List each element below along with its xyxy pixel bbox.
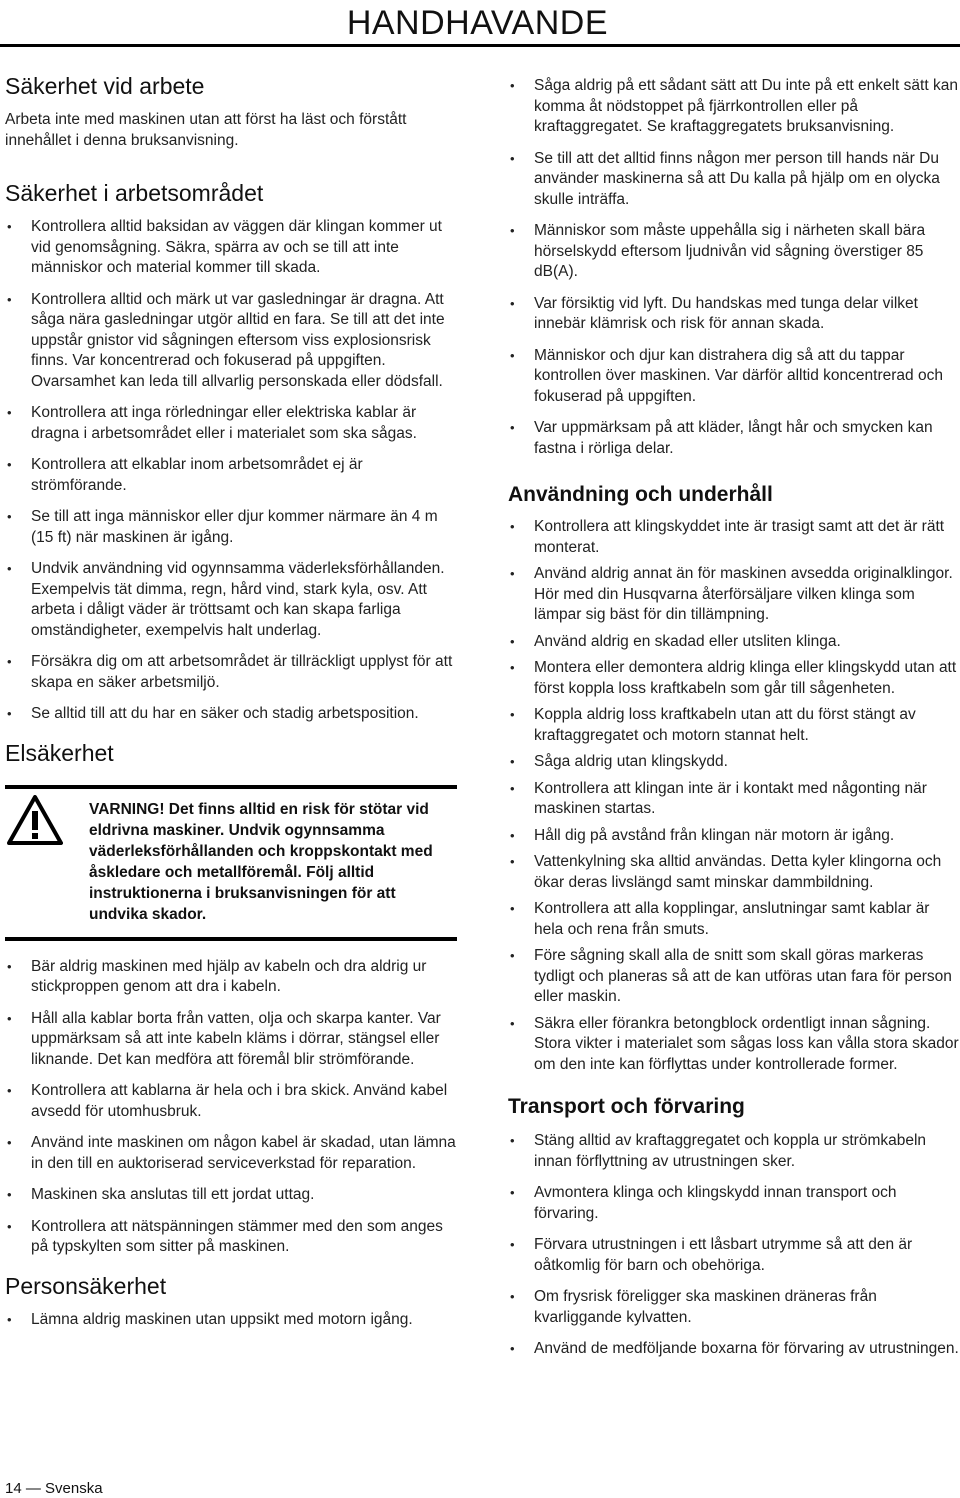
footer-language: Svenska <box>45 1480 103 1497</box>
list-item: • Människor och djur kan distrahera dig så att du tappar kontrollen över maskinen. Var därför alltid koncentrerad och fokuserad på uppgiften. <box>508 346 960 408</box>
warning-triangle-icon <box>7 795 63 845</box>
page-header-title: HANDHAVANDE <box>346 4 608 42</box>
list-item: • Koppla aldrig loss kraftkabeln utan att du först stängt av kraftaggregatet och motorn stannat helt. <box>508 705 960 746</box>
list-item: • Undvik användning vid ogynnsamma väderleksförhållanden. Exempelvis tät dimma, regn, hård vind, stark kyla, osv. Att arbeta i dåligt väder är tröttsamt och kan skapa farliga omständigheter, exempelvis halt underlag. <box>5 559 457 641</box>
list-item: • Använd inte maskinen om någon kabel är skadad, utan lämna in den till en auktoriserad serviceverkstad för reparation. <box>5 1133 457 1174</box>
list-item: • Se till att det alltid finns någon mer person till hands när Du använder maskinerna så att Du kalla på hjälp om en olycka skulle inträffa. <box>508 149 960 211</box>
page-number: 14 <box>5 1480 22 1497</box>
transport-storage-list <box>508 1131 960 1360</box>
list-item: • Håll dig på avstånd från klingan när motorn är igång. <box>508 826 960 847</box>
list-item: • Lämna aldrig maskinen utan uppsikt med motorn igång. <box>5 1310 457 1331</box>
list-item: • Se alltid till att du har en säker och stadig arbetsposition. <box>5 704 457 725</box>
section-title-use-and-maintenance: Användning och underhåll <box>508 483 773 506</box>
list-item: • Vattenkylning ska alltid användas. Detta kyler klingorna och ökar deras livslängd samt minskar dammbildning. <box>508 852 960 893</box>
list-item: • Bär aldrig maskinen med hjälp av kabeln och dra aldrig ur stickproppen genom att dra i kabeln. <box>5 957 457 998</box>
list-item: • Använd de medföljande boxarna för förvaring av utrustningen. <box>508 1339 960 1360</box>
section-title-transport-storage: Transport och förvaring <box>508 1095 745 1118</box>
list-item: • Förvara utrustningen i ett låsbart utrymme så att den är oåtkomlig för barn och obehöriga. <box>508 1235 960 1276</box>
list-item: • Försäkra dig om att arbetsområdet är tillräckligt upplyst för att skapa en säker arbetsmiljö. <box>5 652 457 693</box>
list-item: • Stäng alltid av kraftaggregatet och koppla ur strömkabeln innan förflyttning av utrustningen sker. <box>508 1131 960 1172</box>
list-item: • Säkra eller förankra betongblock ordentligt innan sågning. Stora vikter i materialet som sågas loss kan vålla stora skador om den inte kan förflyttas under kontrollerade former. <box>508 1014 960 1076</box>
list-item: • Kontrollera att nätspänningen stämmer med den som anges på typskylten som sitter på maskinen. <box>5 1217 457 1258</box>
list-item: • Kontrollera att inga rörledningar eller elektriska kablar är dragna i arbetsområdet eller i materialet som ska sågas. <box>5 403 457 444</box>
section-title-work-area: Säkerhet i arbetsområdet <box>5 180 264 206</box>
warning-text: VARNING! Det finns alltid en risk för stötar vid eldrivna maskiner. Undvik ogynnsamma väderleksförhållanden och kroppskontakt med åskledare och metallföremål. Följ alltid instruktionerna i bruksanvisningen för att undvika skador. <box>89 800 433 923</box>
list-item: • Maskinen ska anslutas till ett jordat uttag. <box>5 1185 457 1206</box>
page-footer <box>5 1480 103 1497</box>
work-area-list <box>5 217 457 725</box>
list-item: • Kontrollera alltid och märk ut var gasledningar är dragna. Att såga nära gasledningar utgör alltid en fara. Se till att det inte uppstår gnistor vid sågningen eftersom viss explosionsrisk finns. Var koncentrerad och fokuserad på uppgiften. Ovarsamhet kan leda till allvarlig personskada eller dödsfall. <box>5 290 457 393</box>
list-item: • Avmontera klinga och klingskydd innan transport och förvaring. <box>508 1183 960 1224</box>
footer-dash: — <box>25 1480 41 1497</box>
list-item: • Håll alla kablar borta från vatten, olja och skarpa kanter. Var uppmärksam så att inte kabeln kläms i dörrar, stängsel eller liknande. Det kan medföra att föremål blir strömförande. <box>5 1009 457 1071</box>
personal-safety-list <box>5 1310 457 1331</box>
list-item: • Kontrollera att alla kopplingar, anslutningar samt kablar är hela och rena från smuts. <box>508 899 960 940</box>
list-item: • Montera eller demontera aldrig klinga eller klingskydd utan att först koppla loss kraftkabeln som går till sågenheten. <box>508 658 960 699</box>
list-item: • Före sågning skall alla de snitt som skall göras markeras tydligt och planeras så att de kan utföras utan fara för person eller maskin. <box>508 946 960 1008</box>
intro-paragraph: Arbeta inte med maskinen utan att först ha läst och förstått innehållet i denna bruksanvisning. <box>5 111 407 149</box>
use-maintenance-list <box>508 517 960 1075</box>
list-item: • Kontrollera att klingan inte är i kontakt med någonting när maskinen startas. <box>508 779 960 820</box>
list-item: • Kontrollera att elkablar inom arbetsområdet ej är strömförande. <box>5 455 457 496</box>
list-item: • Använd aldrig annat än för maskinen avsedda originalklingor. Hör med din Husqvarna återförsäljare vilken klinga som lämpar sig bäst för din tillämpning. <box>508 564 960 626</box>
list-item: • Var uppmärksam på att kläder, långt hår och smycken kan fastna i rörliga delar. <box>508 418 960 459</box>
section-title-electrical-safety: Elsäkerhet <box>5 739 114 766</box>
list-item: • Människor som måste uppehålla sig i närheten skall bära hörselskydd eftersom ljudnivån vid sågning överstiger 85 dB(A). <box>508 221 960 283</box>
list-item: • Kontrollera att kablarna är hela och i bra skick. Använd kabel avsedd för utomhusbruk. <box>5 1081 457 1122</box>
list-item: • Såga aldrig på ett sådant sätt att Du inte på ett enkelt sätt kan komma åt nödstoppet på fjärrkontrollen eller på kraftaggregatet. Se kraftaggregatets bruksanvisning. <box>508 76 960 138</box>
warning-box <box>5 785 457 941</box>
section-title-safety-at-work: Säkerhet vid arbete <box>5 73 205 99</box>
general-safety-list <box>508 76 960 459</box>
list-item: • Var försiktig vid lyft. Du handskas med tunga delar vilket innebär klämrisk och risk för annan skada. <box>508 294 960 335</box>
header-rule <box>0 44 960 47</box>
electrical-safety-list <box>5 957 457 1258</box>
list-item: • Såga aldrig utan klingskydd. <box>508 752 960 773</box>
right-column <box>508 76 960 1371</box>
list-item: • Se till att inga människor eller djur kommer närmare än 4 m (15 ft) när maskinen är igång. <box>5 507 457 548</box>
left-column <box>5 72 457 1341</box>
section-title-personal-safety: Personsäkerhet <box>5 1272 167 1299</box>
list-item: • Kontrollera alltid baksidan av väggen där klingan kommer ut vid genomsågning. Säkra, spärra av och se till att inte människor och material kommer till skada. <box>5 217 457 279</box>
list-item: • Använd aldrig en skadad eller utsliten klinga. <box>508 632 960 653</box>
list-item: • Kontrollera att klingskyddet inte är trasigt samt att det är rätt monterat. <box>508 517 960 558</box>
list-item: • Om frysrisk föreligger ska maskinen dräneras från kvarliggande kylvatten. <box>508 1287 960 1328</box>
